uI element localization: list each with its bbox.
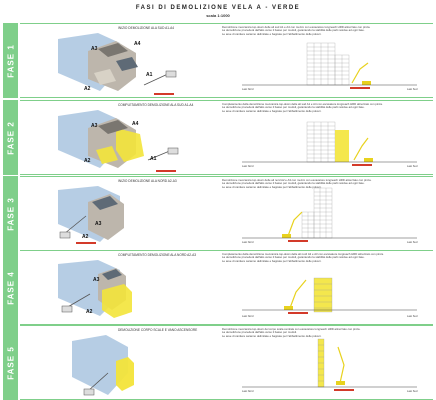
phase-tab-5	[3, 325, 18, 400]
section-label-right: Lato Sud	[407, 241, 418, 244]
section-label-left: Lato Nord	[242, 390, 254, 393]
section-drawing	[222, 23, 427, 98]
machine-arrow	[156, 170, 176, 172]
wing-tag: A2	[86, 309, 93, 315]
phase-label: FASE 5	[6, 345, 15, 380]
machine-arrow	[288, 240, 308, 242]
demolished-area	[314, 278, 332, 312]
excavator-body	[168, 148, 178, 154]
isometric-drawing	[58, 110, 208, 175]
wing-tag: A3	[93, 277, 100, 283]
demolished-area	[335, 130, 349, 162]
phase-panel-5	[0, 325, 436, 400]
machine-arrow	[334, 389, 354, 391]
excavator-body	[282, 234, 291, 238]
excavator-arm	[338, 347, 344, 383]
desc-line: La demolizione procederà dall'alto verso il basso per moduli.	[222, 331, 297, 335]
section-drawing	[222, 325, 427, 400]
isometric-drawing	[58, 335, 208, 400]
page-scale: scala 1:1000	[206, 13, 230, 18]
isometric-drawing	[58, 186, 208, 251]
excavator-arm	[354, 138, 368, 160]
page-title: FASI DI DEMOLIZIONE VELA A - VERDE	[135, 5, 301, 11]
section-drawing	[222, 176, 427, 251]
desc-line: Le aree di cantiere saranno delimitate e bagnate per l'abbattimento delle polveri.	[222, 109, 322, 113]
phase-tab-3	[3, 176, 18, 251]
section-label-left: Lato Nord	[242, 165, 254, 168]
phase-label: FASE 3	[6, 196, 15, 231]
section-label-right: Lato Sud	[407, 165, 418, 168]
desc-line: Completamento della demolizione meccanica top-down delle ali sud A1 e A4 con escavatore longreach HRD attrezzato con pinza.	[222, 103, 383, 106]
excavator-body	[336, 381, 345, 385]
desc-line: Completamento della demolizione meccanica top-down delle ali nord A2 e A3 con escavatore longreach HRD attrezzato con pinza.	[222, 253, 384, 256]
desc-line: Le aree di cantiere saranno delimitate e bagnate per l'abbattimento delle polveri.	[222, 334, 322, 338]
machine-arrow	[154, 93, 174, 95]
phase-caption: INIZIO DEMOLIZIONE ALA NORD A2-A3	[118, 179, 177, 183]
isometric-drawing	[58, 33, 208, 98]
machine-arrow	[76, 242, 96, 244]
wing-tag: A2	[84, 86, 91, 92]
desc-line: Le aree di cantiere saranno delimitate e bagnate per l'abbattimento delle polveri.	[222, 259, 322, 263]
wing-tag: A2	[84, 158, 91, 164]
section-drawing	[222, 100, 427, 175]
excavator-body	[364, 158, 373, 162]
excavator-arm	[288, 212, 302, 236]
excavator-body	[84, 389, 94, 395]
desc-line: La demolizione procederà dall'alto verso il basso per moduli, garantendo la stabilità delle parti residue ad ogni fase.	[222, 256, 365, 260]
wing-tag: A4	[132, 121, 139, 127]
wing-tag: A3	[91, 46, 98, 52]
phase-caption: DEMOLIZIONE CORPO SCALE E VANO ASCENSORE	[118, 328, 198, 332]
excavator-body	[362, 81, 371, 85]
excavator-body	[62, 306, 72, 312]
section-drawing	[222, 250, 427, 325]
desc-line: La demolizione procederà dall'alto verso il basso per moduli, garantendo la stabilità delle parti residue ad ogni fase.	[222, 182, 365, 186]
excavator-body	[166, 71, 176, 77]
excavator-body	[284, 306, 293, 310]
phase-tab-1	[3, 23, 18, 98]
wing-tag: A1	[146, 72, 153, 78]
phase-label: FASE 4	[6, 270, 15, 305]
phase-panel-3	[0, 176, 436, 251]
machine-arrow	[350, 87, 370, 89]
phase-panel-4	[0, 250, 436, 325]
phase-label: FASE 1	[6, 43, 15, 78]
phase-caption: INIZIO DEMOLIZIONE ALA SUD A1-A4	[118, 26, 174, 30]
excavator-arm	[290, 280, 306, 308]
wing-tag: A2	[82, 234, 89, 240]
desc-line: La demolizione procederà dall'alto verso il basso per moduli, garantendo la stabilità delle parti residue ad ogni fase.	[222, 29, 365, 33]
wing-tag: A3	[91, 123, 98, 129]
excavator-body	[60, 232, 70, 238]
excavator-arm	[352, 63, 368, 83]
desc-line: Demolizione meccanica top-down delle ali nord A2 e A3 con mezzo con escavatore longreach HRD attrezzato con pinza.	[222, 179, 372, 182]
phase-tab-4	[3, 250, 18, 325]
section-label-left: Lato Nord	[242, 88, 254, 91]
wing-tag: A3	[95, 221, 102, 227]
section-label-left: Lato Nord	[242, 315, 254, 318]
section-label-right: Lato Sud	[407, 315, 418, 318]
desc-line: La demolizione procederà dall'alto verso il basso per moduli, garantendo la stabilità delle parti residue ad ogni fase.	[222, 106, 365, 110]
isometric-drawing	[58, 260, 208, 325]
phase-panel-1	[0, 23, 436, 98]
section-label-left: Lato Nord	[242, 241, 254, 244]
machine-arrow	[288, 312, 308, 314]
desc-line: Le aree di cantiere saranno delimitate e bagnate per l'abbattimento delle polveri.	[222, 32, 322, 36]
phase-caption: COMPLETAMENTO DEMOLIZIONE ALA SUD A1-A4	[118, 103, 194, 107]
phase-label: FASE 2	[6, 120, 15, 155]
phase-caption: COMPLETAMENTO DEMOLIZIONE ALA NORD A2-A3	[118, 253, 196, 257]
desc-line: Le aree di cantiere saranno delimitate e bagnate per l'abbattimento delle polveri.	[222, 185, 322, 189]
section-label-right: Lato Sud	[407, 390, 418, 393]
machine-arrow	[352, 164, 372, 166]
demolished-area	[102, 284, 132, 318]
desc-line: Demolizione meccanica top-down del corpo scala centrale con escavatore longreach HRD attrezzato con pinza.	[222, 328, 361, 331]
wing-tag: A4	[134, 41, 141, 47]
phase-tab-2	[3, 100, 18, 175]
section-label-right: Lato Sud	[407, 88, 418, 91]
demolished-area	[116, 357, 134, 391]
wing-tag: A1	[150, 156, 157, 162]
desc-line: Demolizione meccanica top-down delle ali sud A1 e A4 con mezzo con escavatore longreach HRD attrezzato con pinza.	[222, 26, 371, 29]
phase-panel-2	[0, 100, 436, 175]
